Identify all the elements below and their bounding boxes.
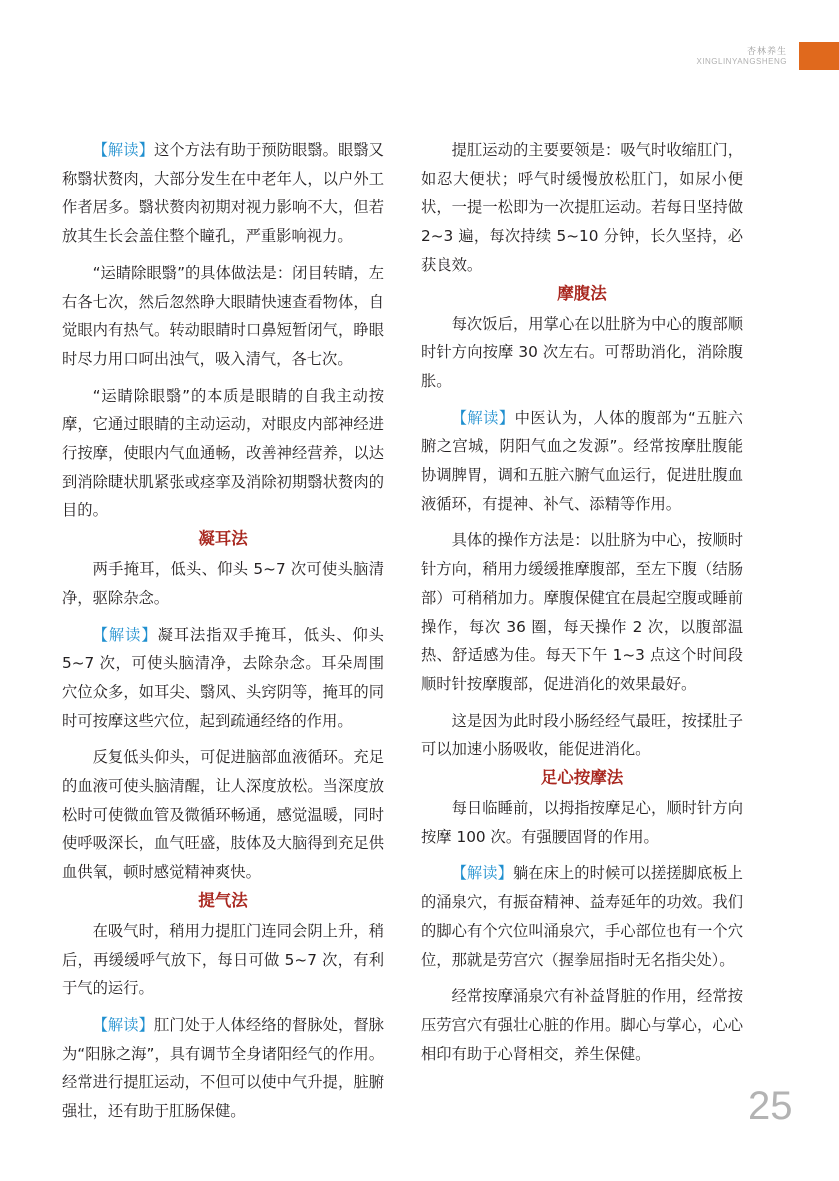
paragraph: 【解读】肛门处于人体经络的督脉处，督脉为“阳脉之海”，具有调节全身诸阳经气的作用。经常进行提肛运动，不但可以使中气升提，脏腑强壮，还有助于肛肠保健。 — [62, 1015, 384, 1121]
paragraph: 【解读】这个方法有助于预防眼翳。眼翳又称翳状赘肉，大部分发生在中老年人，以户外工作者居多。翳状赘肉初期对视力影响不大，但若放其生长会盖住整个瞳孔，严重影响视力。 — [62, 141, 384, 246]
paragraph: 经常按摩涌泉穴有补益肾脏的作用，经常按压劳宫穴有强壮心脏的作用。脚心与掌心，心心相印有助于心肾相交，养生保健。 — [421, 987, 743, 1063]
paragraph: 每日临睡前，以拇指按摩足心，顺时针方向按摩 100 次。有强腰固肾的作用。 — [421, 799, 743, 846]
paragraph: 具体的操作方法是：以肚脐为中心，按顺时针方向，稍用力缓缓推摩腹部，至左下腹（结肠部）可稍稍加力。摩腹保健宜在晨起空腹或睡前操作，每次 36 圈，每天操作 2 次，以腹部温热、舒适感为佳。每天下午 1~3 点这个时间段顺时针按摩腹部，促进消化的效果最好。 — [421, 531, 743, 693]
interpretation-tag: 【解读】 — [451, 408, 515, 427]
paragraph: 两手掩耳，低头、仰头 5~7 次可使头脑清净，驱除杂念。 — [62, 560, 384, 607]
section-heading-zuxin: 足心按摩法 — [540, 768, 624, 788]
paragraph: 【解读】躺在床上的时候可以搓搓脚底板上的涌泉穴，有振奋精神、益寿延年的功效。我们的脚心有个穴位叫涌泉穴，手心部位也有一个穴位，那就是劳宫穴（握拳屈指时无名指尖处）。 — [421, 864, 743, 969]
section-heading-mofu: 摩腹法 — [557, 283, 607, 303]
right-column — [421, 136, 743, 1068]
interpretation-tag: 【解读】 — [451, 864, 513, 883]
paragraph: 【解读】凝耳法指双手掩耳，低头、仰头 5~7 次，可使头脑清净，去除杂念。耳朵周围穴位众多，如耳尖、翳风、头窍阴等，掩耳的同时可按摩这些穴位，起到疏通经络的作用。 — [62, 625, 384, 730]
paragraph: 【解读】中医认为，人体的腹部为“五脏六腑之宫城，阴阳气血之发源”。经常按摩肚腹能协调脾胃，调和五脏六腑气血运行，促进肚腹血液循环，有提神、补气、添精等作用。 — [421, 408, 743, 513]
section-heading-ninger: 凝耳法 — [198, 529, 248, 549]
paragraph: 提肛运动的主要要领是：吸气时收缩肛门，如忍大便状；呼气时缓慢放松肛门，如尿小便状，一提一松即为一次提肛运动。若每日坚持做 2~3 遍，每次持续 5~10 分钟，长久坚持，必获良效。 — [421, 141, 743, 274]
interpretation-tag: 【解读】 — [92, 625, 158, 644]
page-number: 25 — [748, 1084, 793, 1128]
interpretation-tag: 【解读】 — [92, 1015, 154, 1034]
interpretation-tag: 【解读】 — [92, 141, 154, 159]
paragraph: “运睛除眼翳”的具体做法是：闭目转睛，左右各七次，然后忽然睁大眼睛快速查看物体，自觉眼内有热气。转动眼睛时口鼻短暂闭气，睁眼时尽力用口呵出浊气，吸入清气，各七次。 — [62, 263, 384, 368]
left-column — [62, 136, 384, 1126]
header-title-cn: 杏林养生 — [746, 47, 787, 57]
running-header — [539, 42, 839, 70]
paragraph: 反复低头仰头，可促进脑部血液循环。充足的血液可使头脑清醒，让人深度放松。当深度放松时可使微血管及微循环畅通，感觉温暖，同时使呼吸深长，血气旺盛，肢体及大脑得到充足供血供氧，顿时感觉精神爽快。 — [62, 748, 384, 882]
header-title-en: XINGLINYANGSHENG — [696, 57, 787, 66]
paragraph: “运睛除眼翳”的本质是眼睛的自我主动按摩，它通过眼睛的主动运动，对眼皮内部神经进行按摩，使眼内气血通畅，改善神经营养，以达到消除睫状肌紧张或痉挛及消除初期翳状赘肉的目的。 — [62, 386, 384, 520]
paragraph: 这是因为此时段小肠经经气最旺，按揉肚子可以加速小肠吸收，能促进消化。 — [421, 711, 743, 759]
section-heading-tiqi: 提气法 — [198, 890, 248, 910]
paragraph: 在吸气时，稍用力提肛门连同会阴上升，稍后，再缓缓呼气放下，每日可做 5~7 次，有利于气的运行。 — [62, 921, 384, 998]
header-accent-bar — [799, 42, 839, 70]
paragraph: 每次饭后，用掌心在以肚脐为中心的腹部顺时针方向按摩 30 次左右。可帮助消化，消除腹胀。 — [421, 314, 743, 390]
